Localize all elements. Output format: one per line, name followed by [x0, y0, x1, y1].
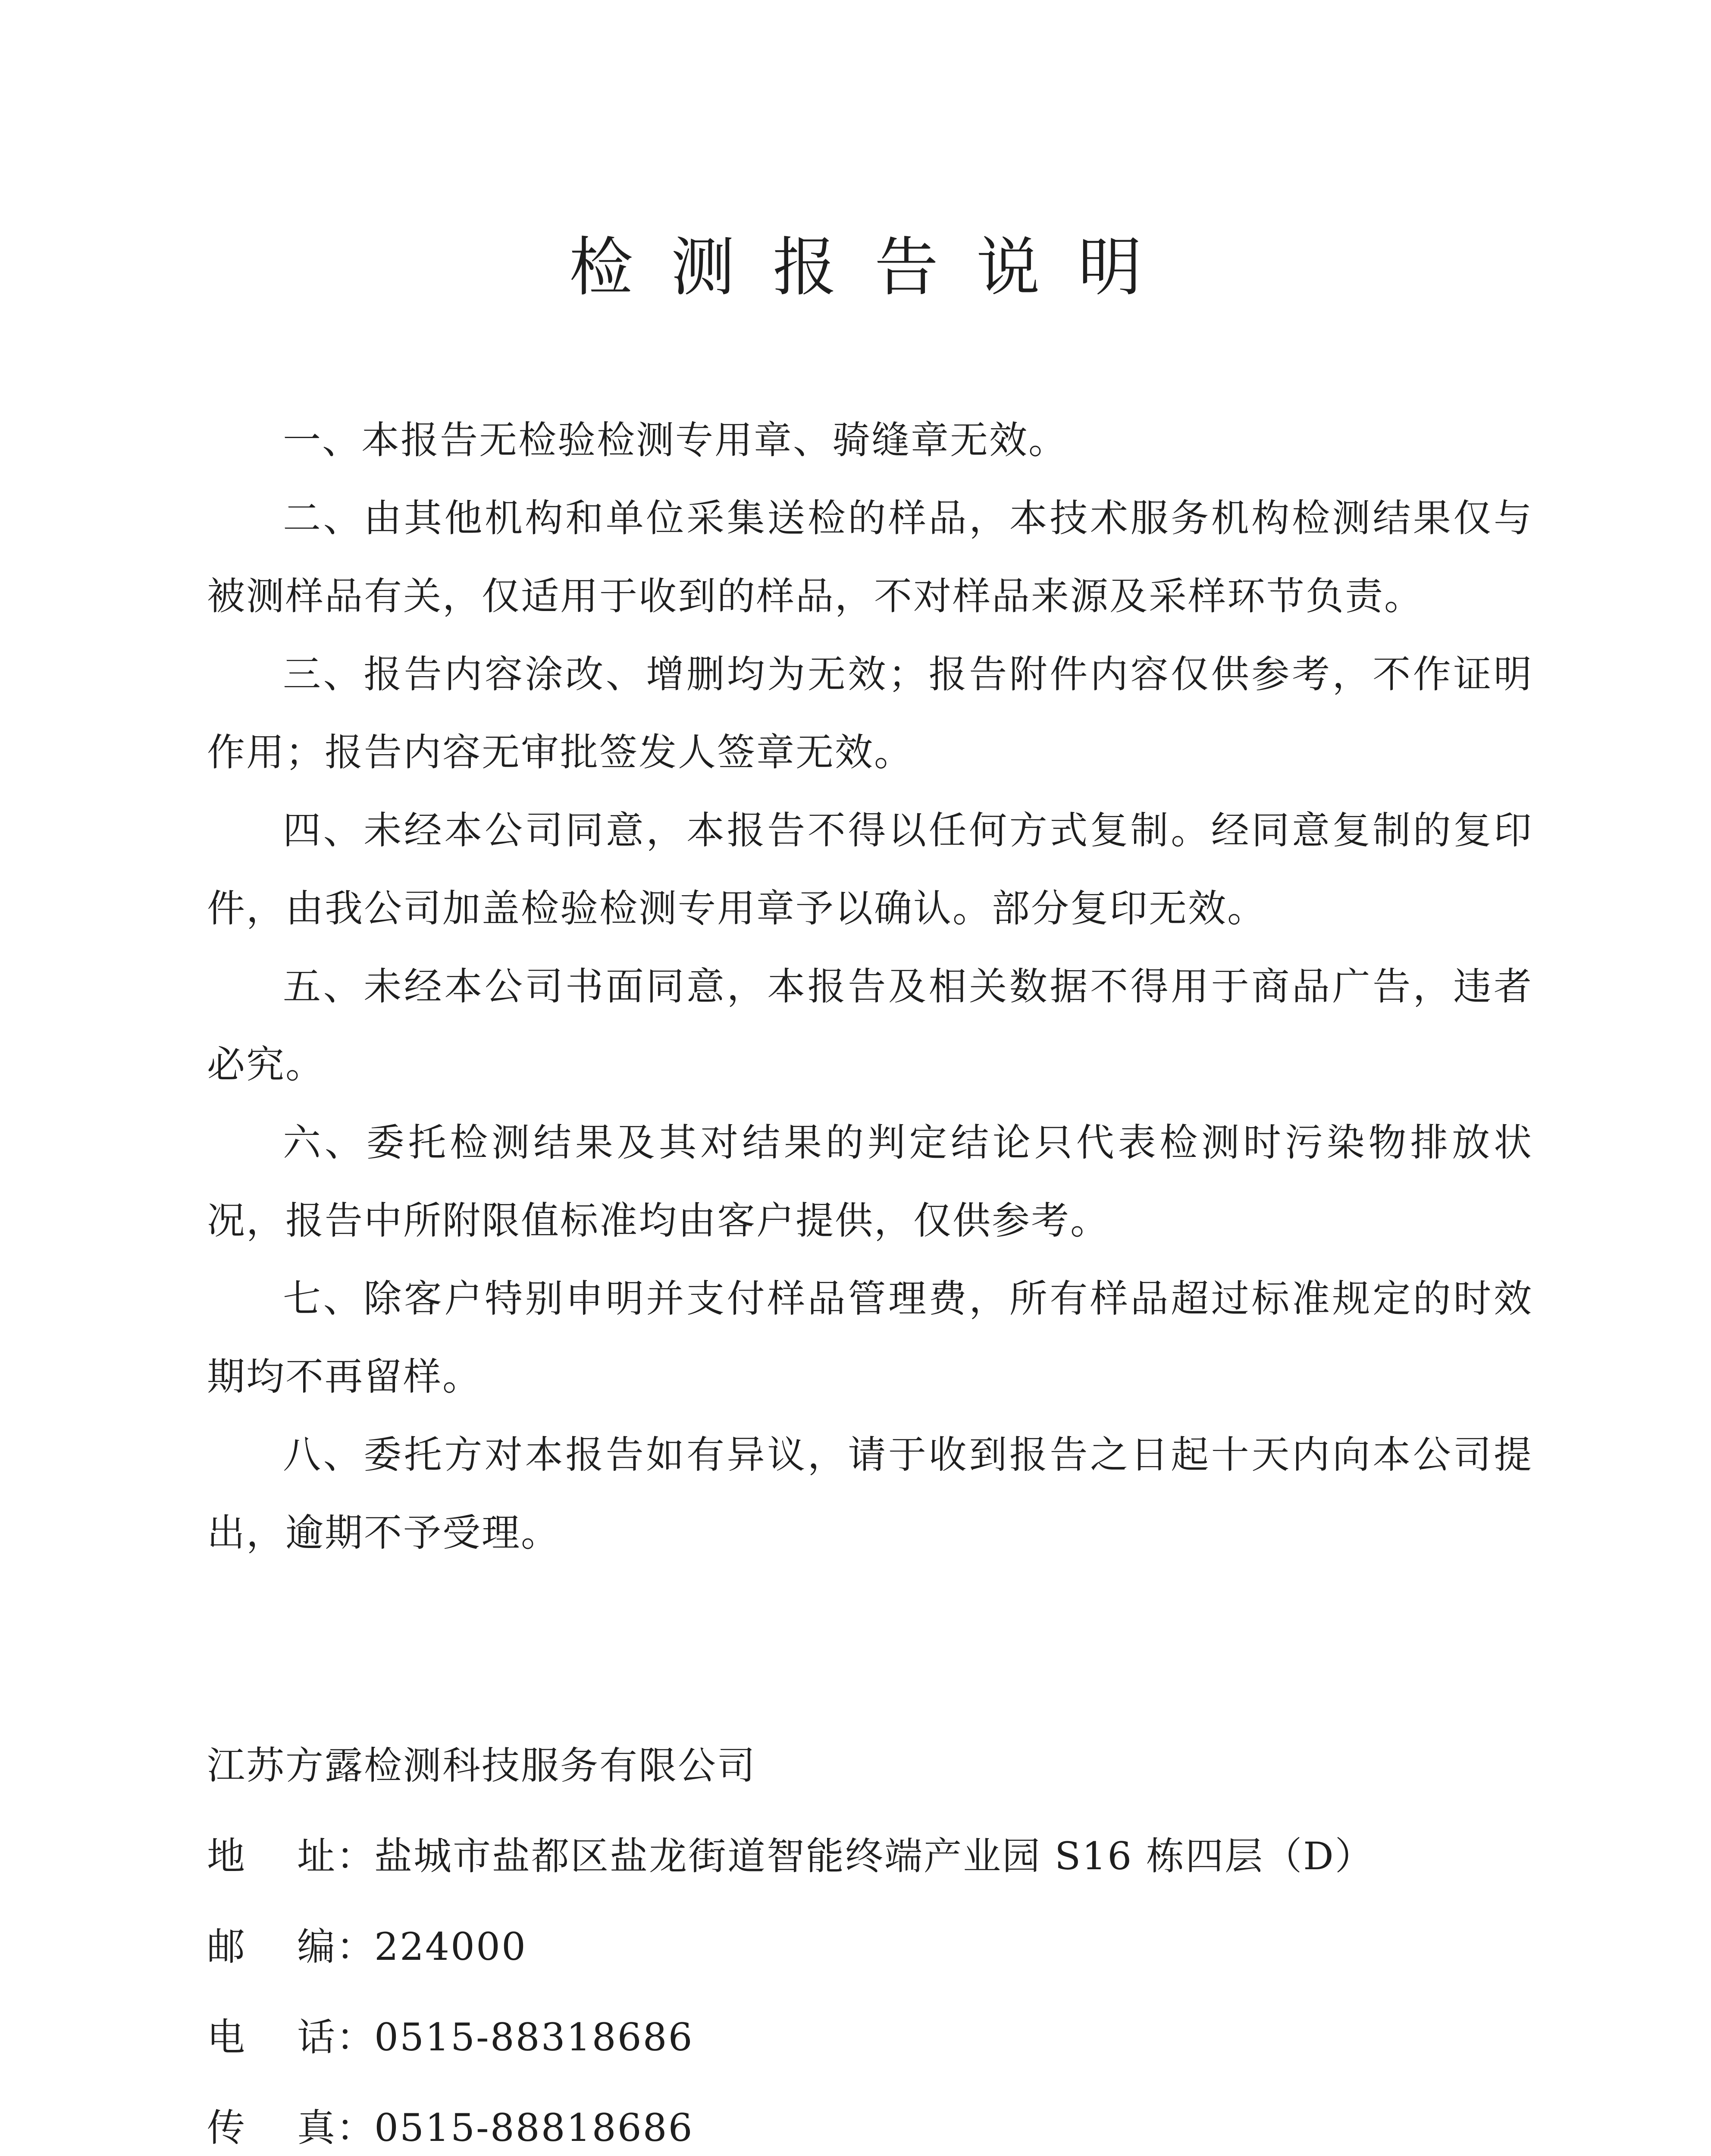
clause-item: 八、委托方对本报告如有异议，请于收到报告之日起十天内向本公司提出，逾期不予受理。 — [207, 1432, 1533, 1555]
address-row — [207, 1824, 1533, 1915]
fax-label: 传 真 — [207, 2106, 336, 2150]
phone-label: 电 话 — [207, 2015, 336, 2059]
address-colon: ： — [336, 1834, 376, 1878]
fax-colon: ： — [336, 2106, 376, 2150]
clause-item: 七、除客户特别申明并支付样品管理费，所有样品超过标准规定的时效期均不再留样。 — [207, 1276, 1533, 1399]
postcode-row — [207, 1915, 1533, 2005]
fax-value: 0515-88818686 — [374, 2106, 694, 2150]
postcode-value: 224000 — [374, 1924, 527, 1969]
phone-value: 0515-88318686 — [374, 2015, 694, 2059]
postcode-label: 邮 编 — [207, 1924, 336, 1969]
clause-item: 四、未经本公司同意，本报告不得以任何方式复制。经同意复制的复印件，由我公司加盖检验检测专用章予以确认。部分复印无效。 — [207, 808, 1533, 931]
company-name: 江苏方露检测科技服务有限公司 — [207, 1743, 757, 1788]
company-info — [207, 1733, 1533, 2156]
phone-colon: ： — [336, 2015, 376, 2059]
clause-list — [207, 401, 1533, 1572]
fax-row — [207, 2096, 1533, 2156]
address-value: 盐城市盐都区盐龙街道智能终端产业园 S16 栋四层（D） — [374, 1834, 1374, 1878]
phone-row — [207, 2005, 1533, 2096]
page-title: 检测报告说明 — [569, 230, 1180, 304]
clause-item: 六、委托检测结果及其对结果的判定结论只代表检测时污染物排放状况，报告中所附限值标准均由客户提供，仅供参考。 — [207, 1120, 1533, 1243]
address-label: 地 址 — [207, 1834, 336, 1878]
clause-item: 五、未经本公司书面同意，本报告及相关数据不得用于商品广告，违者必究。 — [207, 964, 1533, 1087]
postcode-colon: ： — [336, 1924, 376, 1969]
clause-item: 一、本报告无检验检测专用章、骑缝章无效。 — [283, 418, 1068, 462]
clause-item: 二、由其他机构和单位采集送检的样品，本技术服务机构检测结果仅与被测样品有关，仅适用于收到的样品，不对样品来源及采样环节负责。 — [207, 496, 1533, 618]
clause-item: 三、报告内容涂改、增删均为无效；报告附件内容仅供参考，不作证明作用；报告内容无审批签发人签章无效。 — [207, 652, 1533, 774]
